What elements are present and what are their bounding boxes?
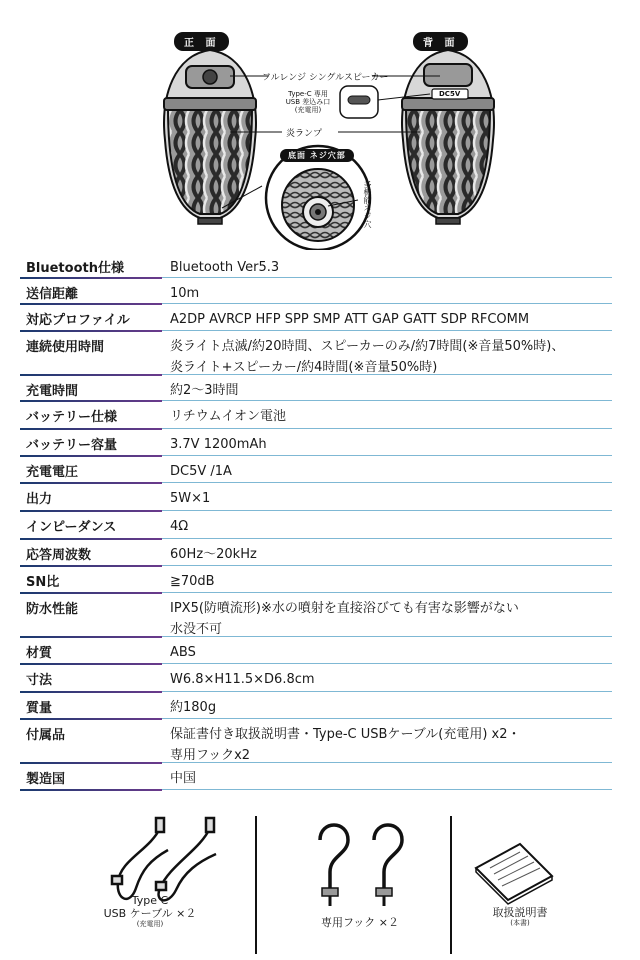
spec-value-line: 60Hz〜20kHz — [170, 547, 257, 562]
spec-row — [20, 763, 612, 790]
front-view-label: 正 面 — [174, 32, 229, 51]
spec-value — [162, 566, 612, 592]
spec-value-line: リチウムイオン電池 — [170, 409, 286, 424]
spec-value-line: 炎ライト点滅/約20時間、スピーカーのみ/約7時間(※音量50%時)、 — [170, 339, 565, 354]
spec-table — [20, 252, 612, 790]
spec-label: 応答周波数 — [26, 548, 92, 563]
spec-label: 寸法 — [26, 673, 53, 688]
spec-value-line: A2DP AVRCP HFP SPP SMP ATT GAP GATT SDP RFCOMM — [170, 312, 530, 327]
spec-value — [162, 401, 612, 428]
divider-right — [450, 816, 452, 954]
back-view-label: 背 面 — [413, 32, 468, 51]
spec-value — [162, 278, 612, 303]
spec-row — [20, 331, 612, 375]
spec-row — [20, 429, 612, 456]
spec-label: 出力 — [26, 492, 53, 507]
usb-cable-icon — [112, 818, 216, 900]
spec-label: 送信距離 — [26, 287, 79, 302]
spec-label: 質量 — [26, 701, 53, 716]
spec-value — [162, 763, 612, 789]
spec-label: 連続使用時間 — [26, 340, 105, 355]
spec-row — [20, 456, 612, 483]
spec-row — [20, 401, 612, 429]
spec-value-line: 10m — [170, 286, 200, 301]
product-diagram — [0, 0, 640, 250]
spec-label: SN比 — [26, 575, 60, 590]
spec-label: 充電時間 — [26, 384, 79, 399]
spec-value-line: 5W×1 — [170, 491, 211, 506]
hook-label: 専用フック ×２ — [321, 916, 399, 929]
spec-value — [162, 456, 612, 482]
spec-value-line: 3.7V 1200mAh — [170, 437, 267, 452]
spec-value-line: ABS — [170, 645, 196, 660]
manual-icon — [476, 844, 552, 904]
spec-label: 防水性能 — [26, 602, 79, 617]
spec-row — [20, 252, 612, 278]
spec-value-line: 中国 — [170, 771, 197, 786]
hook-icon — [320, 825, 402, 906]
spec-row — [20, 304, 612, 331]
spec-value-line: 4Ω — [170, 519, 189, 534]
spec-row — [20, 593, 612, 637]
spec-value-line: 炎ライト+スピーカー/約4時間(※音量50%時) — [170, 360, 438, 375]
flame-callout: 炎ランプ — [286, 129, 323, 139]
spec-label: 材質 — [26, 646, 53, 661]
spec-value-line: ≧70dB — [170, 574, 215, 589]
spec-value-line: 約2〜3時間 — [170, 383, 239, 398]
bottom-screw-label: 底面 ネジ穴部 — [280, 149, 354, 162]
accessories-section — [0, 810, 640, 960]
spec-value-line: W6.8×H11.5×D6.8cm — [170, 672, 315, 687]
spec-value — [162, 637, 612, 663]
speaker-callout: フルレンジ シングルスピーカー — [262, 73, 389, 83]
spec-row — [20, 566, 612, 593]
typec-callout: Type-C 専用 USB 差込み口 (充電用) — [285, 90, 331, 114]
spec-value — [162, 252, 612, 277]
spec-value-line: 約180g — [170, 700, 217, 715]
speaker-illustration — [0, 0, 640, 250]
spec-value — [162, 692, 612, 718]
spec-value — [162, 593, 612, 636]
spec-row — [20, 539, 612, 566]
cable-label: Type C USB ケーブル ×２ (充電用) — [103, 894, 197, 928]
spec-value-line: 保証書付き取扱説明書・Type-C USBケーブル(充電用) x2・ — [170, 727, 521, 742]
spec-label: 製造国 — [26, 772, 66, 787]
spec-value — [162, 719, 612, 762]
spec-row — [20, 719, 612, 763]
spec-label: バッテリー容量 — [26, 438, 118, 453]
spec-label: インピーダンス — [26, 520, 117, 535]
spec-label: 付属品 — [26, 728, 66, 743]
spec-row — [20, 664, 612, 692]
spec-row — [20, 375, 612, 401]
spec-value-line: IPX5(防噴流形)※水の噴射を直接浴びても有害な影響がない — [170, 601, 519, 616]
manual-label: 取扱説明書 (本書) — [492, 906, 548, 927]
spec-value — [162, 304, 612, 330]
spec-label: 充電電圧 — [26, 465, 79, 480]
spec-label: バッテリー仕様 — [26, 410, 118, 425]
spec-label: Bluetooth仕様 — [26, 261, 124, 276]
spec-value — [162, 511, 612, 538]
spec-value — [162, 429, 612, 455]
divider-left — [255, 816, 257, 954]
spec-row — [20, 278, 612, 304]
spec-value — [162, 539, 612, 565]
spec-row — [20, 511, 612, 539]
spec-value-line: Bluetooth Ver5.3 — [170, 260, 280, 275]
spec-value-line: DC5V /1A — [170, 464, 232, 479]
spec-row — [20, 637, 612, 664]
accessories-illustration — [0, 810, 640, 960]
spec-value — [162, 664, 612, 691]
spec-value — [162, 483, 612, 510]
spec-label: 対応プロファイル — [26, 313, 130, 328]
screw-callout: 多機能ネジ穴 — [363, 180, 372, 228]
dc-port-label: DC5V — [439, 90, 461, 98]
spec-row — [20, 692, 612, 719]
spec-value-line: 水没不可 — [170, 622, 223, 637]
spec-value-line: 専用フックx2 — [170, 748, 251, 763]
spec-value — [162, 331, 612, 374]
spec-row — [20, 483, 612, 511]
spec-value — [162, 375, 612, 400]
